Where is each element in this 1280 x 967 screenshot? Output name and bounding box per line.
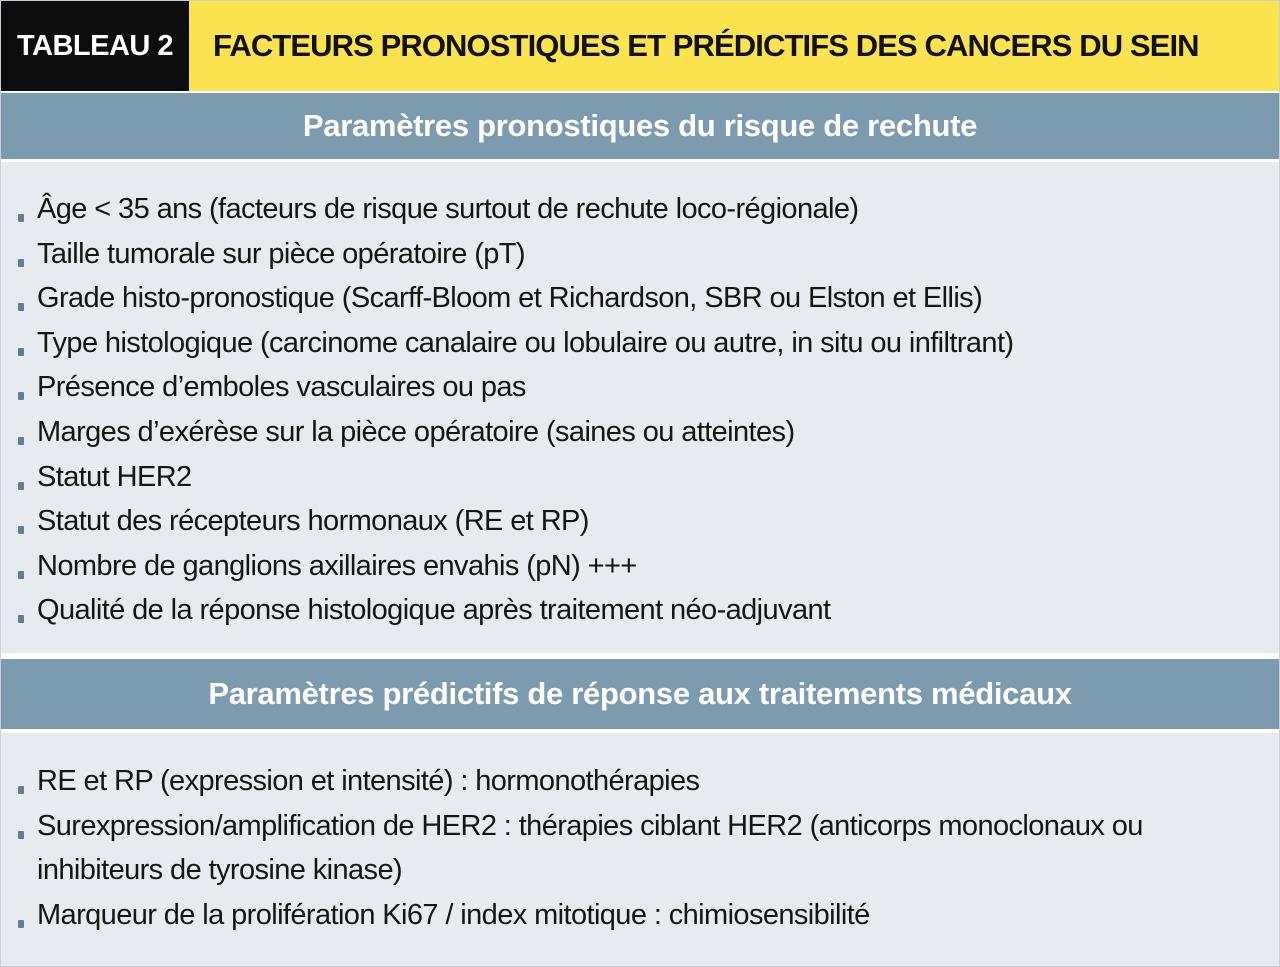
bullet-icon xyxy=(18,786,24,794)
table-title: FACTEURS PRONOSTIQUES ET PRÉDICTIFS DES CANCERS DU SEIN xyxy=(189,1,1279,91)
table-header xyxy=(1,1,1279,91)
list-item: Marges d’exérèse sur la pièce opératoire (saines ou atteintes) xyxy=(1,410,1279,455)
bullet-icon xyxy=(18,214,24,222)
bullet-icon xyxy=(18,571,24,579)
list-item: Type histologique (carcinome canalaire ou lobulaire ou autre, in situ ou infiltrant) xyxy=(1,321,1279,366)
bullet-icon xyxy=(18,437,24,445)
bullet-icon xyxy=(18,615,24,623)
list-item: Surexpression/amplification de HER2 : thérapies ciblant HER2 (anticorps monoclonaux ou inhibiteurs de tyrosine kinase) xyxy=(1,804,1241,893)
list-item: Présence d’emboles vasculaires ou pas xyxy=(1,365,1279,410)
section-body-predictive xyxy=(1,733,1279,966)
predictive-factors-list xyxy=(1,759,1279,937)
section-body-prognostic xyxy=(1,162,1279,653)
table-number-label: TABLEAU 2 xyxy=(1,1,189,91)
bullet-icon xyxy=(18,392,24,400)
bullet-icon xyxy=(18,526,24,534)
list-item: Statut HER2 xyxy=(1,455,1279,500)
bullet-icon xyxy=(18,303,24,311)
list-item: Âge < 35 ans (facteurs de risque surtout de rechute loco-régionale) xyxy=(1,187,1279,232)
list-item: Taille tumorale sur pièce opératoire (pT) xyxy=(1,232,1279,277)
bullet-icon xyxy=(18,259,24,267)
bullet-icon xyxy=(18,348,24,356)
section-heading-predictive: Paramètres prédictifs de réponse aux traitements médicaux xyxy=(1,659,1279,729)
bullet-icon xyxy=(18,920,24,928)
bullet-icon xyxy=(18,831,24,839)
prognostic-factors-list xyxy=(1,187,1279,633)
section-heading-prognostic: Paramètres pronostiques du risque de rechute xyxy=(1,93,1279,159)
list-item: Nombre de ganglions axillaires envahis (pN) +++ xyxy=(1,544,1279,589)
list-item: Qualité de la réponse histologique après traitement néo-adjuvant xyxy=(1,588,1279,633)
list-item: RE et RP (expression et intensité) : hormonothérapies xyxy=(1,759,1279,804)
list-item: Grade histo-pronostique (Scarff-Bloom et Richardson, SBR ou Elston et Ellis) xyxy=(1,276,1279,321)
list-item: Marqueur de la prolifération Ki67 / index mitotique : chimiosensibilité xyxy=(1,893,1279,938)
bullet-icon xyxy=(18,482,24,490)
list-item: Statut des récepteurs hormonaux (RE et RP) xyxy=(1,499,1279,544)
